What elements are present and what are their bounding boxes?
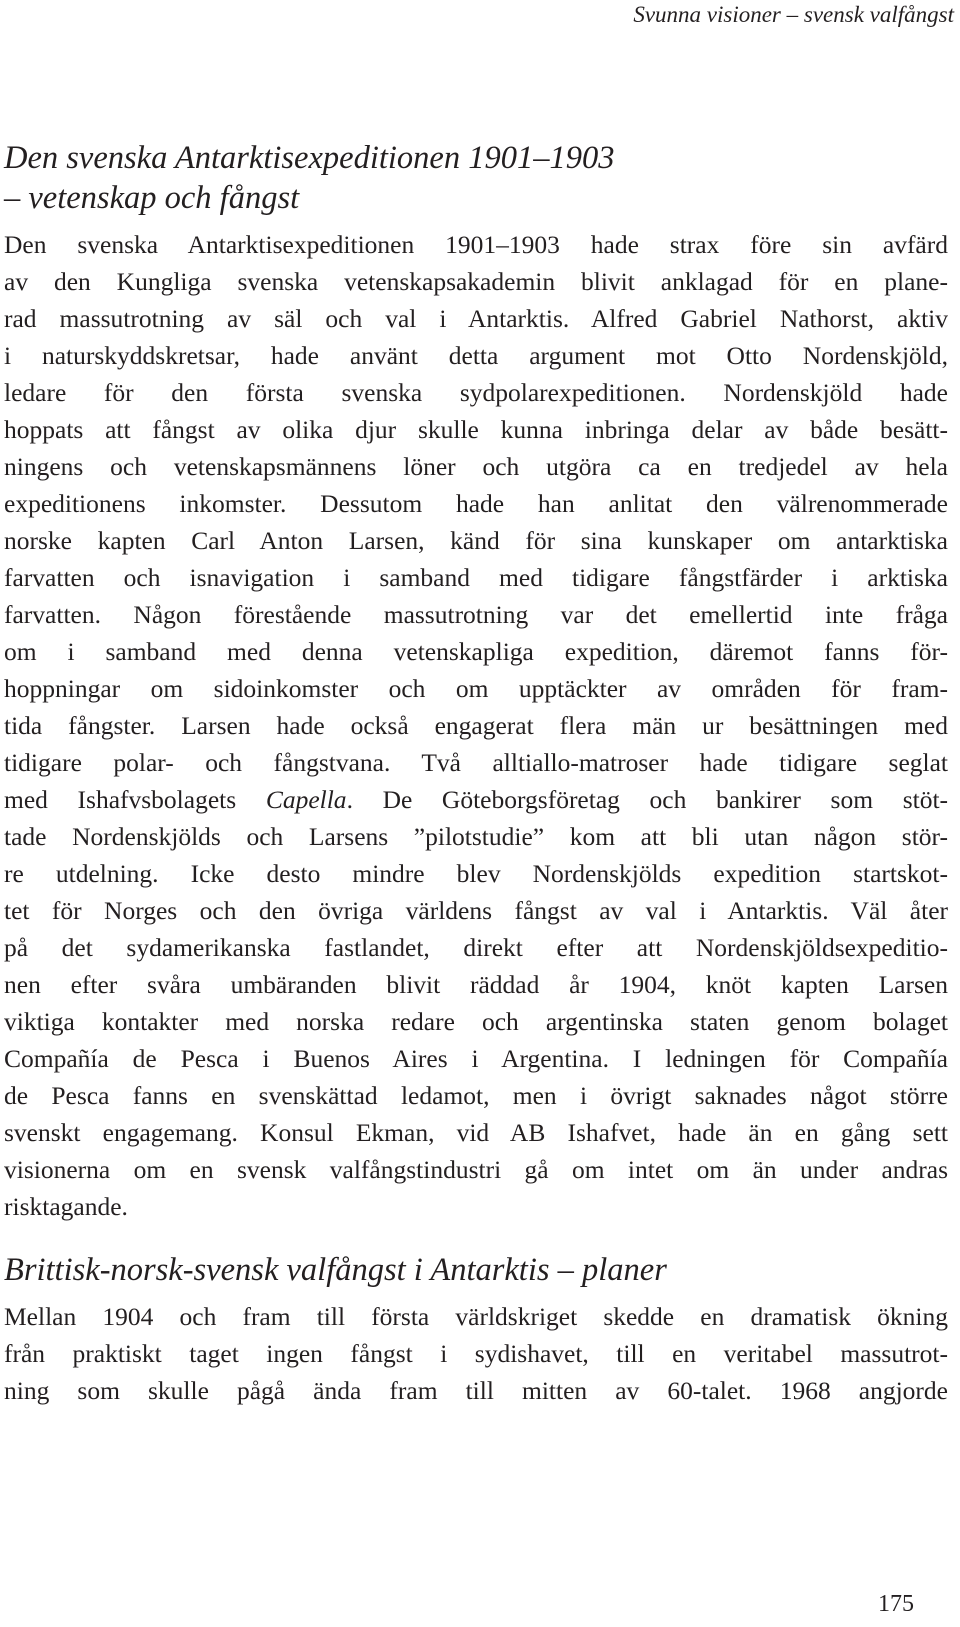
text-line: re utdelning. Icke desto mindre blev Nordenskjölds expedition startskot- — [4, 859, 948, 888]
text-line: Den svenska Antarktisexpeditionen 1901–1903 hade strax före sin avfärd — [4, 230, 948, 259]
text-line: tidigare polar- och fångstvana. Två alltiallo-matroser hade tidigare seglat — [4, 748, 948, 777]
text-line: de Pesca fanns en svenskättad ledamot, men i övrigt saknades något större — [4, 1081, 948, 1110]
section-heading-whaling-plans: Brittisk-norsk-svensk valfångst i Antarktis – planer — [4, 1252, 667, 1288]
text-run: med Ishafvsbolagets — [4, 785, 237, 814]
text-line: ledare för den första svenska sydpolarexpeditionen. Nordenskjöld hade — [4, 378, 948, 407]
text-line: hoppningar om sidoinkomster och om upptäckter av områden för fram- — [4, 674, 948, 703]
section-heading-antarctic-expedition — [4, 138, 944, 218]
text-line: på det sydamerikanska fastlandet, direkt efter att Nordenskjöldsexpeditio- — [4, 933, 948, 962]
text-line: farvatten. Någon förestående massutrotning var det emellertid inte fråga — [4, 600, 948, 629]
text-line: rad massutrotning av säl och val i Antarktis. Alfred Gabriel Nathorst, aktiv — [4, 304, 948, 333]
text-line: från praktiskt taget ingen fångst i sydishavet, till en veritabel massutrot- — [4, 1339, 948, 1368]
text-line: ningens och vetenskapsmännens löner och utgöra ca en tredjedel av hela — [4, 452, 948, 481]
text-line: farvatten och isnavigation i samband med tidigare fångstfärder i arktiska — [4, 563, 948, 592]
text-line — [4, 780, 948, 820]
text-line: viktiga kontakter med norska redare och argentinska staten genom bolaget — [4, 1007, 948, 1036]
text-line: i naturskyddskretsar, hade använt detta argument mot Otto Nordenskjöld, — [4, 341, 948, 370]
text-line: tet för Norges och den övriga världens fångst av val i Antarktis. Väl åter — [4, 896, 948, 925]
text-line: av den Kungliga svenska vetenskapsakademin blivit anklagad för en plane- — [4, 267, 948, 296]
heading-line: – vetenskap och fångst — [4, 180, 300, 216]
text-line: risktagande. — [4, 1192, 128, 1221]
text-line: Compañía de Pesca i Buenos Aires i Argentina. I ledningen för Compañía — [4, 1044, 948, 1073]
text-line: nen efter svåra umbäranden blivit räddad år 1904, knöt kapten Larsen — [4, 970, 948, 999]
running-head: Svunna visioner – svensk valfångst — [633, 2, 954, 27]
text-line: om i samband med denna vetenskapliga expedition, däremot fanns för- — [4, 637, 948, 666]
text-line: visionerna om en svensk valfångstindustri gå om intet om än under andras — [4, 1155, 948, 1184]
text-line: tade Nordenskjölds och Larsens ”pilotstudie” kom att bli utan någon stör- — [4, 822, 948, 851]
text-line: Mellan 1904 och fram till första världskriget skedde en dramatisk ökning — [4, 1302, 948, 1331]
text-run: . De Göteborgsföretag och bankirer som stöt- — [346, 785, 949, 814]
text-line: norske kapten Carl Anton Larsen, känd för sina kunskaper om antarktiska — [4, 526, 948, 555]
text-line: ning som skulle pågå ända fram till mitten av 60-talet. 1968 angjorde — [4, 1376, 948, 1405]
text-line: tida fångster. Larsen hade också engagerat flera män ur besättningen med — [4, 711, 948, 740]
ship-name: Capella — [265, 785, 347, 814]
text-line: svenskt engagemang. Konsul Ekman, vid AB Ishafvet, hade än en gång sett — [4, 1118, 948, 1147]
text-line: hoppats att fångst av olika djur skulle kunna inbringa delar av både besätt- — [4, 415, 948, 444]
page-number: 175 — [878, 1591, 914, 1617]
text-line: expeditionens inkomster. Dessutom hade han anlitat den välrenommerade — [4, 489, 948, 518]
heading-line: Den svenska Antarktisexpeditionen 1901–1903 — [4, 140, 615, 176]
